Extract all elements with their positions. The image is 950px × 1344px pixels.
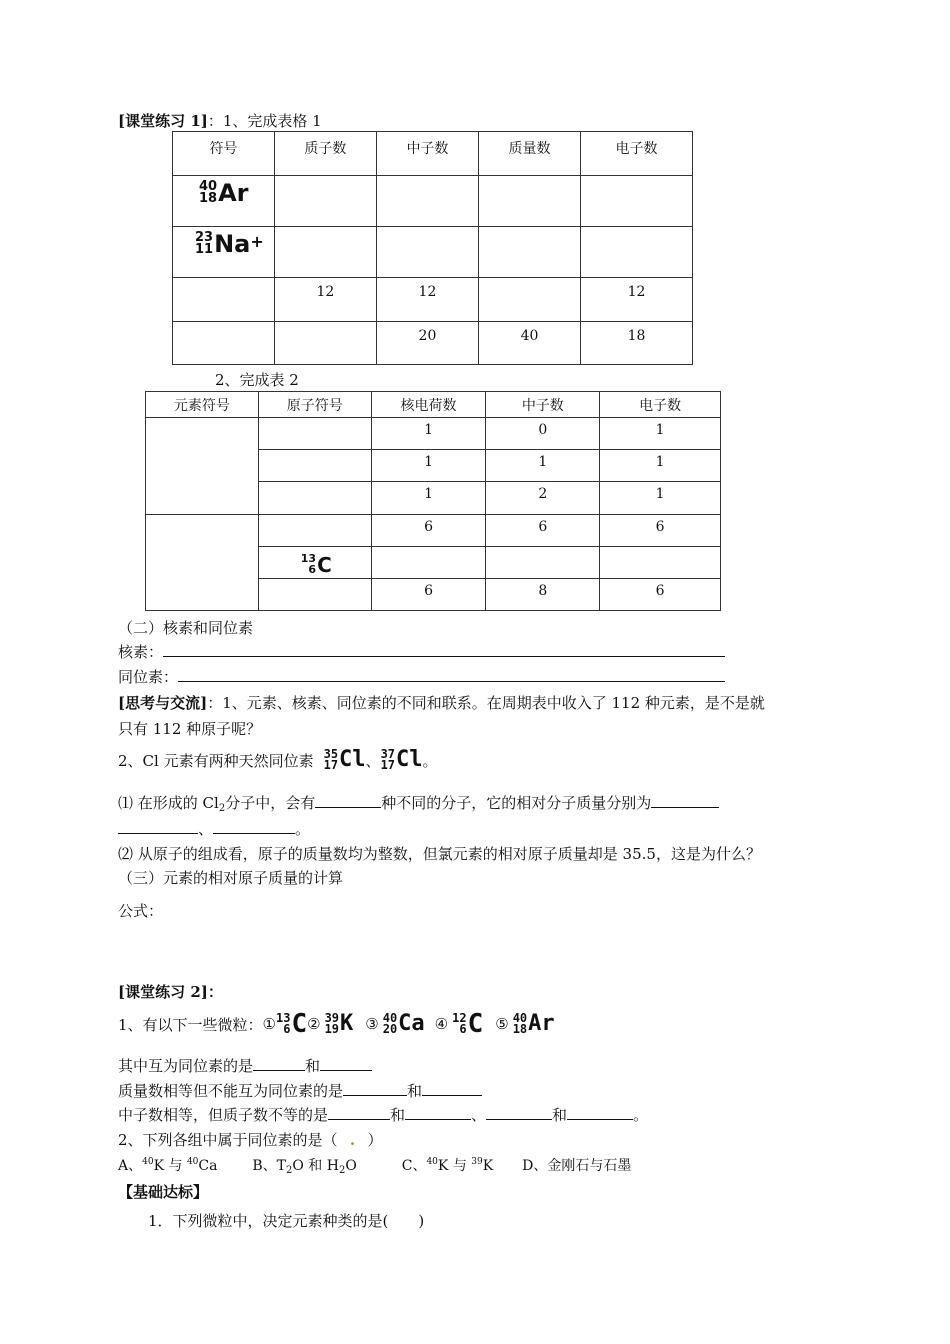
option-text: K <box>482 1158 494 1174</box>
table-cell: 1 <box>371 482 486 515</box>
sub1-subscript: 2 <box>218 803 226 814</box>
table-2-header: 元素符号 <box>146 392 259 418</box>
particle-number: ① <box>262 1015 276 1033</box>
table-cell <box>274 227 376 278</box>
exercise1-heading-text: ：1、完成表格 1 <box>207 112 322 130</box>
blank[interactable] <box>405 1105 471 1120</box>
sub1-separator: 、 <box>198 820 214 838</box>
atomic-number: 18 <box>199 191 218 207</box>
table-cell: 12 <box>274 278 376 322</box>
atom-symbol-cell <box>258 547 371 579</box>
option-text: O 和 H <box>292 1158 339 1174</box>
separator: 、 <box>365 751 381 770</box>
table-1-header-row <box>173 132 693 176</box>
exercise2-line-c <box>118 1104 648 1125</box>
blank[interactable] <box>253 1056 305 1071</box>
table-row <box>146 515 721 547</box>
table-cell <box>581 227 693 278</box>
table-1-header: 电子数 <box>581 132 693 176</box>
table-cell: 1 <box>600 418 721 450</box>
discussion-line2: 只有 112 种原子呢？ <box>118 720 262 738</box>
discussion-q1 <box>118 692 765 713</box>
atomic-number: 17 <box>380 758 396 772</box>
blank[interactable] <box>343 1081 407 1096</box>
superscript: 40 <box>186 1157 199 1167</box>
table-cell: 1 <box>600 482 721 515</box>
table-cell <box>376 227 478 278</box>
table-cell <box>478 176 580 227</box>
discussion-q2-prefix: 2、Cl 元素有两种天然同位素 <box>118 751 314 770</box>
formula-label: 公式： <box>118 902 164 920</box>
mass-number: 39 <box>324 1010 340 1025</box>
nuclide-line <box>118 641 725 662</box>
exercise2-q2 <box>118 1129 383 1150</box>
table-row <box>173 227 693 278</box>
table-1 <box>172 131 693 365</box>
table-2-header: 中子数 <box>486 392 600 418</box>
element-symbol: C <box>317 552 332 577</box>
atomic-number: 6 <box>283 1022 291 1036</box>
nuclide-blank[interactable] <box>163 642 725 657</box>
discussion-q2 <box>118 743 438 777</box>
q2-end: ） <box>367 1131 383 1149</box>
table-2-header: 原子符号 <box>258 392 371 418</box>
mass-number: 13 <box>276 1010 291 1025</box>
atomic-number: 18 <box>512 1022 528 1036</box>
blank[interactable] <box>567 1105 633 1120</box>
atom-symbol-cell <box>258 450 371 482</box>
mass-number: 37 <box>380 746 396 761</box>
element-symbol-cell <box>146 418 259 515</box>
nuclide-label: 核素： <box>118 643 164 661</box>
element-symbol: Cl <box>396 747 423 772</box>
section-2-title: （二）核素和同位素 <box>118 619 254 637</box>
molecule-count-blank[interactable] <box>315 793 381 808</box>
option-text: Ca <box>198 1158 218 1174</box>
option-b-prefix: B、T <box>252 1158 286 1174</box>
exercise2-line-b <box>118 1080 482 1101</box>
table-cell: 12 <box>376 278 478 322</box>
element-symbol: K <box>340 1011 354 1036</box>
exercise2-line-a <box>118 1055 372 1076</box>
table-cell <box>274 322 376 365</box>
particle-c13 <box>276 1011 307 1037</box>
table-row <box>173 278 693 322</box>
table-cell: 1 <box>486 450 600 482</box>
nuclide-cl37 <box>380 746 423 772</box>
table-cell: 12 <box>581 278 693 322</box>
atomic-number: 6 <box>459 1022 467 1036</box>
nuclide-symbol-cell <box>173 227 275 278</box>
line-b-text: 质量数相等但不能互为同位素的是 <box>118 1082 344 1100</box>
ion-charge: + <box>250 232 264 251</box>
particle-c12 <box>452 1011 483 1037</box>
option-a[interactable] <box>118 1158 217 1174</box>
nuclide-symbol-cell <box>173 176 275 227</box>
mass-blank-2[interactable] <box>118 819 198 834</box>
exercise2-heading: [课堂练习 2]： <box>118 983 223 1001</box>
atomic-number: 20 <box>382 1022 398 1036</box>
table-2-header-row <box>146 392 721 418</box>
option-c[interactable] <box>402 1158 493 1174</box>
sub1-text-a: ⑴ 在形成的 Cl <box>118 794 219 812</box>
element-symbol: Na <box>214 230 251 259</box>
and-text: 和 <box>407 1082 423 1100</box>
table-cell: 1 <box>371 418 486 450</box>
table-cell <box>581 176 693 227</box>
option-b[interactable] <box>252 1158 356 1174</box>
isotope-blank[interactable] <box>178 667 725 682</box>
atomic-number: 19 <box>324 1022 340 1036</box>
subscript: 2 <box>286 1165 293 1176</box>
table-cell: 6 <box>371 579 486 611</box>
atomic-number: 11 <box>195 242 214 258</box>
particle-number: ② <box>307 1015 321 1033</box>
discussion-sub2: ⑵ 从原子的组成看，原子的质量数均为整数，但氯元素的相对原子质量却是 35.5，这是为什么？ <box>118 845 761 863</box>
table-cell: 40 <box>478 322 580 365</box>
mass-number: 40 <box>512 1010 528 1025</box>
exercise1-heading <box>118 110 322 131</box>
discussion-sub1-cont <box>118 818 310 839</box>
q2-text: 2、下列各组中属于同位素的是（ <box>118 1131 338 1149</box>
table-cell <box>274 176 376 227</box>
atom-symbol-cell <box>258 579 371 611</box>
mass-number: 40 <box>199 179 218 194</box>
particle-number: ③ <box>365 1015 379 1033</box>
line-c-text: 中子数相等，但质子数不等的是 <box>118 1106 329 1124</box>
table-1-header: 中子数 <box>376 132 478 176</box>
table-cell: 6 <box>371 515 486 547</box>
nuclide-na23-ion <box>195 232 264 257</box>
table-cell: 6 <box>486 515 600 547</box>
blank[interactable] <box>486 1105 552 1120</box>
line-c-end: 。 <box>633 1106 649 1124</box>
mass-number: 12 <box>452 1010 467 1025</box>
line-a-text: 其中互为同位素的是 <box>118 1057 254 1075</box>
table-2-header: 核电荷数 <box>371 392 486 418</box>
table-cell: 6 <box>600 515 721 547</box>
mass-number: 40 <box>382 1010 398 1025</box>
element-symbol: Cl <box>339 747 366 772</box>
table-1-header: 质量数 <box>478 132 580 176</box>
q1-prefix: 1、有以下一些微粒： <box>118 1015 263 1034</box>
section-3-title: （三）元素的相对原子质量的计算 <box>118 869 344 887</box>
basics-title: 【基础达标】 <box>118 1183 209 1201</box>
blank[interactable] <box>328 1105 390 1120</box>
table-cell <box>478 278 580 322</box>
table-cell <box>173 278 275 322</box>
element-symbol: C <box>291 1009 308 1039</box>
table-1-header: 质子数 <box>274 132 376 176</box>
element-symbol-cell <box>146 515 259 611</box>
mass-blank-1[interactable] <box>651 793 719 808</box>
particle-k39 <box>324 1010 354 1036</box>
option-c-prefix: C、 <box>401 1158 427 1174</box>
element-symbol: C <box>467 1009 484 1039</box>
sub1-text-b: 分子中，会有 <box>225 794 316 812</box>
discussion-line1: ：1、元素、核素、同位素的不同和联系。在周期表中收入了 112 种元素，是不是就 <box>207 694 765 712</box>
discussion-sub1 <box>118 792 719 814</box>
table-cell: 20 <box>376 322 478 365</box>
particle-number: ④ <box>434 1015 449 1033</box>
table-cell: 18 <box>581 322 693 365</box>
table-1-header: 符号 <box>173 132 275 176</box>
atomic-number: 6 <box>308 562 317 576</box>
exercise2-options <box>118 1155 631 1176</box>
blank[interactable] <box>320 1056 372 1071</box>
and-text: 和 <box>552 1106 568 1124</box>
nuclide-ar40 <box>199 181 249 206</box>
blank[interactable] <box>422 1081 482 1096</box>
table-cell <box>478 227 580 278</box>
option-text: K 与 <box>153 1158 187 1174</box>
superscript: 40 <box>426 1157 438 1167</box>
table-cell: 2 <box>486 482 600 515</box>
discussion-bracket: [思考与交流] <box>118 694 208 712</box>
subscript: 2 <box>338 1165 346 1176</box>
table-cell: 1 <box>600 450 721 482</box>
answer-mark[interactable]: . <box>349 1131 356 1149</box>
particle-ar40 <box>512 1010 555 1036</box>
table-cell <box>376 176 478 227</box>
sub1-end: 。 <box>295 820 311 838</box>
particle-number: ⑤ <box>495 1015 509 1033</box>
option-text: O <box>345 1158 357 1174</box>
atom-symbol-cell <box>258 418 371 450</box>
table-cell <box>486 547 600 579</box>
and-text: 和 <box>305 1057 321 1075</box>
atom-symbol-cell <box>258 482 371 515</box>
mass-number: 35 <box>323 746 339 761</box>
nuclide-c13 <box>301 554 332 575</box>
table-2-heading: 2、完成表 2 <box>215 371 299 389</box>
table-row <box>146 418 721 450</box>
nuclide-cl35 <box>323 746 366 772</box>
exercise2-q1 <box>118 1003 555 1045</box>
isotope-line <box>118 666 725 687</box>
option-d[interactable]: D、金刚石与石墨 <box>522 1158 632 1174</box>
superscript: 40 <box>142 1157 154 1167</box>
table-2 <box>145 391 721 611</box>
isotope-label: 同位素： <box>118 668 179 686</box>
q2-end: 。 <box>422 751 438 770</box>
table-2-header: 电子数 <box>600 392 721 418</box>
table-row <box>173 176 693 227</box>
option-a-prefix: A、 <box>118 1158 143 1174</box>
table-cell <box>371 547 486 579</box>
superscript: 39 <box>471 1157 483 1167</box>
element-symbol: Ca <box>398 1011 425 1036</box>
table-cell: 8 <box>486 579 600 611</box>
mass-number: 13 <box>300 552 317 566</box>
particle-ca40 <box>382 1010 425 1036</box>
element-symbol: Ar <box>528 1011 555 1036</box>
table-cell: 0 <box>486 418 600 450</box>
mass-blank-3[interactable] <box>213 819 295 834</box>
separator: 、 <box>471 1106 487 1124</box>
and-text: 和 <box>390 1106 406 1124</box>
basics-q1: 1．下列微粒中，决定元素种类的是( ) <box>148 1212 425 1230</box>
sub1-text-c: 种不同的分子，它的相对分子质量分别为 <box>381 794 652 812</box>
table-cell <box>600 547 721 579</box>
atomic-number: 17 <box>323 758 339 772</box>
atom-symbol-cell <box>258 515 371 547</box>
table-cell: 6 <box>600 579 721 611</box>
option-text: K 与 <box>437 1158 472 1174</box>
exercise1-bracket: [课堂练习 1] <box>118 112 208 130</box>
mass-number: 23 <box>195 230 214 245</box>
table-row <box>173 322 693 365</box>
element-symbol: Ar <box>218 179 249 208</box>
table-cell: 1 <box>371 450 486 482</box>
table-cell <box>173 322 275 365</box>
